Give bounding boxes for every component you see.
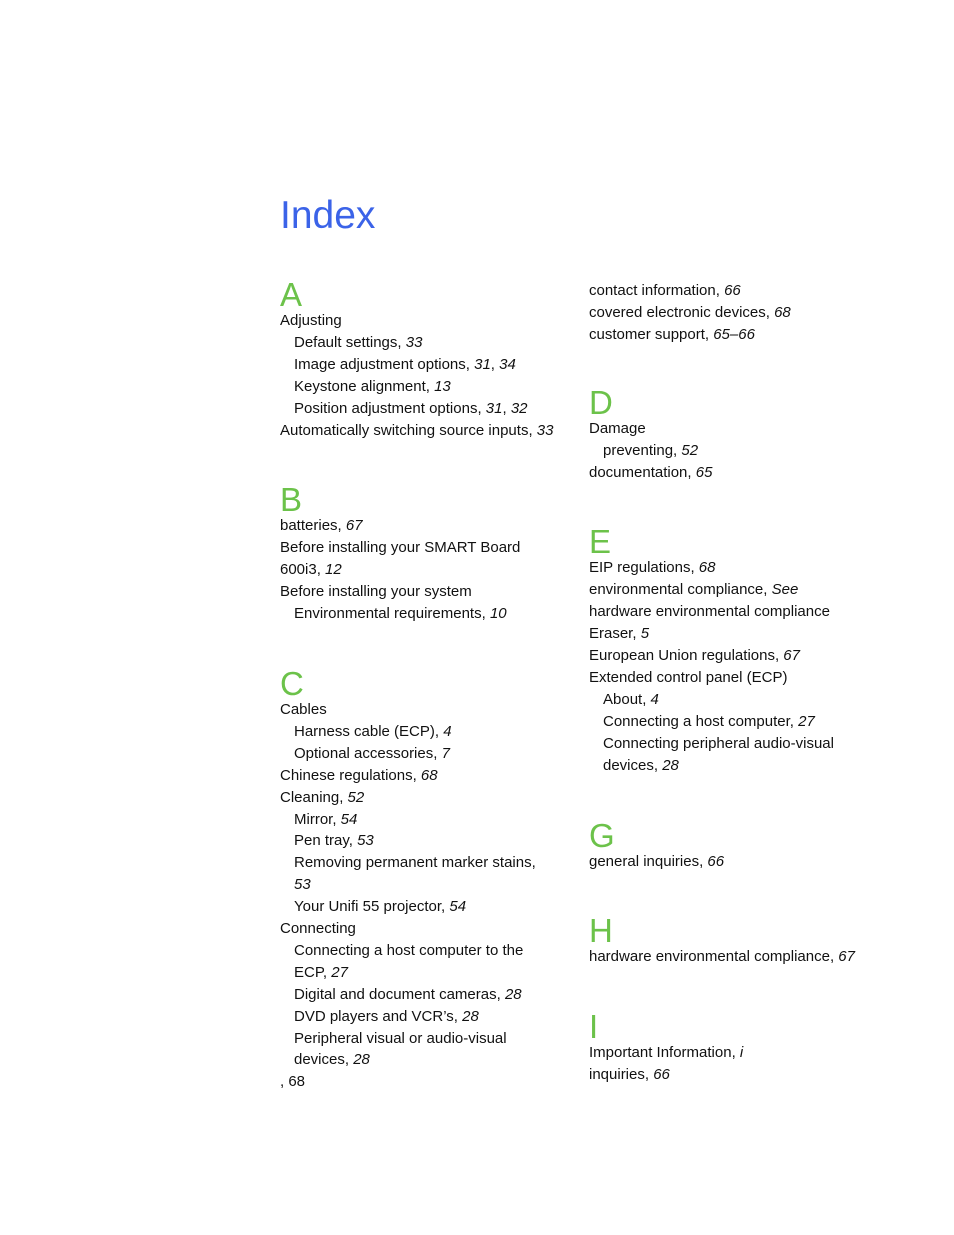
- index-entry: Chinese regulations, 68: [280, 766, 438, 784]
- index-subentry: Optional accessories, 7: [294, 744, 450, 762]
- index-entry: customer support, 65–66: [589, 325, 755, 343]
- index-section-a: [280, 276, 580, 441]
- index-entry: Connecting: [280, 920, 356, 938]
- index-subentry: Connecting peripheral audio-visual: [603, 734, 834, 752]
- index-section-b: [280, 481, 580, 625]
- index-entry: inquiries, 66: [589, 1066, 670, 1084]
- section-letter: A: [280, 276, 303, 313]
- index-entry: Cables: [280, 700, 327, 718]
- index-entry: Before installing your system: [280, 583, 472, 601]
- index-subentry: DVD players and VCR’s, 28: [294, 1007, 479, 1025]
- section-letter: B: [280, 481, 303, 519]
- index-entry: Damage: [589, 419, 646, 437]
- index-entry: Automatically switching source inputs, 33: [280, 421, 554, 439]
- index-column-right: [589, 280, 889, 1086]
- section-letter: G: [589, 816, 615, 854]
- index-section-g: [589, 816, 889, 873]
- index-subentry: devices, 28: [294, 1051, 370, 1069]
- index-entry: hardware environmental compliance, 67: [589, 948, 855, 966]
- index-section-e: [589, 523, 889, 776]
- index-entry: Extended control panel (ECP): [589, 668, 788, 686]
- index-subentry: Environmental requirements, 10: [294, 605, 507, 623]
- index-subentry: devices, 28: [603, 756, 679, 774]
- index-section-c: [280, 664, 580, 1093]
- index-subentry: About, 4: [603, 690, 659, 708]
- page-title: Index: [280, 194, 376, 237]
- index-section-i: [589, 1008, 889, 1086]
- section-letter: E: [589, 523, 612, 561]
- index-entry: batteries, 67: [280, 517, 363, 535]
- index-subentry: Keystone alignment, 13: [294, 377, 451, 395]
- section-letter: D: [589, 383, 613, 421]
- index-entry: hardware environmental compliance: [589, 603, 830, 621]
- index-subentry: Connecting a host computer, 27: [603, 712, 815, 730]
- index-subentry: Mirror, 54: [294, 810, 358, 828]
- index-entry: general inquiries, 66: [589, 852, 725, 870]
- index-subentry: Default settings, 33: [294, 333, 423, 351]
- index-entry: contact information, 66: [589, 282, 741, 299]
- section-letter: C: [280, 664, 304, 702]
- index-entry: Before installing your SMART Board: [280, 539, 521, 557]
- index-entry: documentation, 65: [589, 463, 713, 481]
- index-entry: European Union regulations, 67: [589, 647, 800, 665]
- index-entry: Cleaning, 52: [280, 788, 365, 806]
- index-entry: 600i3, 12: [280, 561, 342, 579]
- index-subentry: 53: [294, 876, 311, 894]
- index-entry: , 68: [280, 1073, 306, 1091]
- index-entry: covered electronic devices, 68: [589, 303, 791, 321]
- index-subentry: Peripheral visual or audio-visual: [294, 1029, 507, 1047]
- index-subentry: Removing permanent marker stains,: [294, 854, 536, 872]
- index-entry: Adjusting: [280, 312, 342, 329]
- index-entry: Eraser, 5: [589, 625, 650, 643]
- index-section-d: [589, 383, 889, 484]
- index-subentry: preventing, 52: [603, 441, 699, 459]
- index-subentry: Image adjustment options, 31, 34: [294, 355, 516, 373]
- index-entry: environmental compliance, See: [589, 581, 799, 599]
- index-subentry: Pen tray, 53: [294, 832, 374, 850]
- index-entry: EIP regulations, 68: [589, 559, 716, 577]
- index-subentry: Harness cable (ECP), 4: [294, 722, 452, 740]
- index-subentry: ECP, 27: [294, 963, 348, 981]
- index-subentry: Connecting a host computer to the: [294, 941, 524, 959]
- index-subentry: Digital and document cameras, 28: [294, 985, 522, 1003]
- section-letter: H: [589, 912, 613, 950]
- index-column-left: [280, 276, 580, 1093]
- index-section-cont: [589, 280, 889, 346]
- index-entry: Important Information, i: [589, 1044, 744, 1062]
- section-letter: I: [589, 1008, 599, 1046]
- index-subentry: Your Unifi 55 projector, 54: [294, 898, 467, 916]
- index-subentry: Position adjustment options, 31, 32: [294, 399, 528, 417]
- index-section-h: [589, 912, 889, 968]
